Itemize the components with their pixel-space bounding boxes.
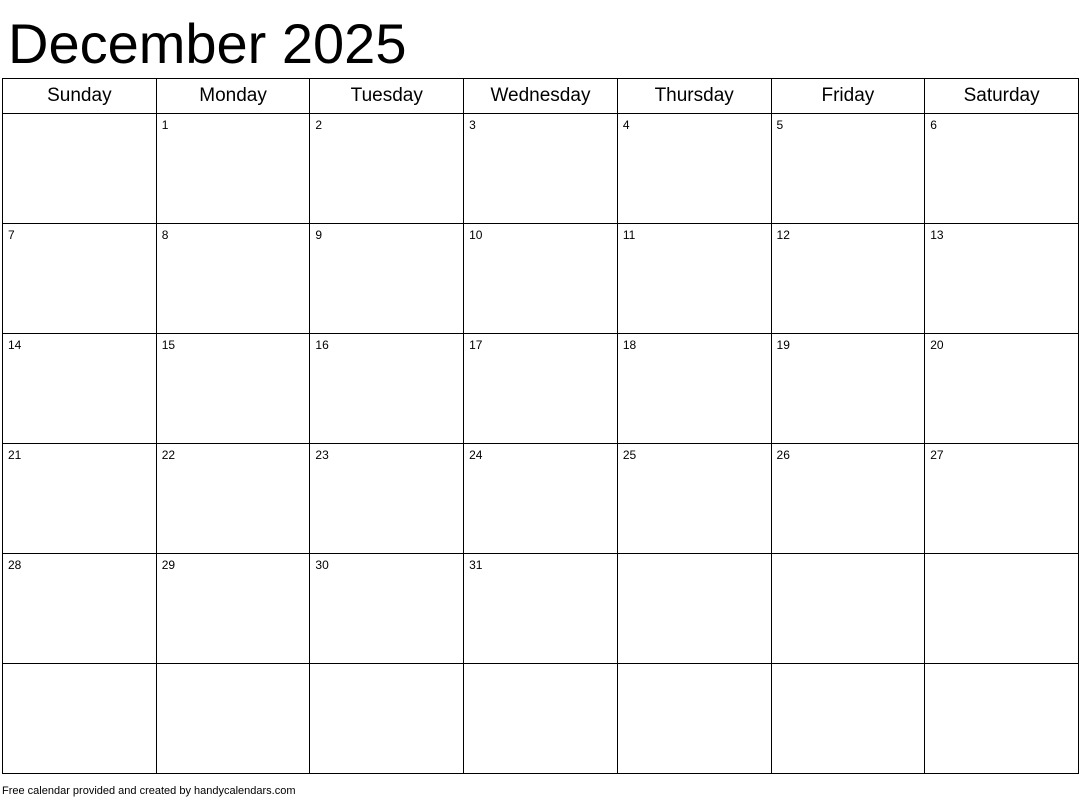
calendar-day-cell[interactable] bbox=[771, 334, 925, 444]
calendar-day-cell[interactable] bbox=[617, 224, 771, 334]
calendar-day-cell[interactable] bbox=[310, 664, 464, 774]
weekday-header-row bbox=[3, 79, 1079, 114]
day-number: 24 bbox=[469, 448, 483, 462]
calendar-week-row bbox=[3, 554, 1079, 664]
calendar-day-cell[interactable] bbox=[156, 114, 310, 224]
weekday-header-tuesday: Tuesday bbox=[310, 79, 464, 114]
day-number: 8 bbox=[161, 228, 169, 242]
calendar-day-cell[interactable] bbox=[3, 554, 157, 664]
day-number bbox=[925, 664, 1078, 669]
calendar-day-cell[interactable] bbox=[310, 114, 464, 224]
day-number: 28 bbox=[8, 558, 22, 572]
calendar-day-cell[interactable] bbox=[925, 224, 1079, 334]
day-number: 17 bbox=[469, 338, 483, 352]
calendar-week-row bbox=[3, 114, 1079, 224]
calendar-day-cell[interactable] bbox=[3, 334, 157, 444]
day-number: 29 bbox=[161, 558, 176, 572]
weekday-header-monday: Monday bbox=[156, 79, 310, 114]
calendar-day-cell[interactable] bbox=[3, 114, 157, 224]
day-number bbox=[464, 664, 617, 669]
day-number: 3 bbox=[469, 118, 476, 132]
calendar-week-row bbox=[3, 444, 1079, 554]
calendar-day-cell[interactable] bbox=[3, 444, 157, 554]
day-number: 21 bbox=[8, 448, 22, 462]
day-number: 16 bbox=[315, 338, 329, 352]
day-number: 18 bbox=[622, 338, 637, 352]
calendar-day-cell[interactable] bbox=[925, 444, 1079, 554]
calendar-day-cell[interactable] bbox=[771, 444, 925, 554]
weekday-header-friday: Friday bbox=[771, 79, 925, 114]
calendar-day-cell[interactable] bbox=[3, 664, 157, 774]
calendar-day-cell[interactable] bbox=[771, 664, 925, 774]
calendar-day-cell[interactable] bbox=[310, 554, 464, 664]
weekday-header-wednesday: Wednesday bbox=[464, 79, 618, 114]
day-number: 11 bbox=[622, 228, 636, 242]
calendar-day-cell[interactable] bbox=[771, 554, 925, 664]
calendar-week-row bbox=[3, 224, 1079, 334]
calendar-day-cell[interactable] bbox=[617, 554, 771, 664]
day-number: 25 bbox=[622, 448, 637, 462]
day-number: 30 bbox=[315, 558, 329, 572]
page-title bbox=[0, 0, 1082, 78]
day-number: 6 bbox=[930, 118, 937, 132]
footer-credit: Free calendar provided and created by handycalendars.com bbox=[2, 784, 296, 797]
calendar-day-cell[interactable] bbox=[925, 114, 1079, 224]
calendar-week-row bbox=[3, 664, 1079, 774]
calendar-day-cell[interactable] bbox=[464, 444, 618, 554]
calendar-day-cell[interactable] bbox=[310, 444, 464, 554]
day-number: 7 bbox=[8, 228, 15, 242]
day-number bbox=[157, 664, 310, 669]
calendar-day-cell[interactable] bbox=[310, 224, 464, 334]
calendar-day-cell[interactable] bbox=[156, 554, 310, 664]
day-number: 12 bbox=[776, 228, 790, 242]
calendar-day-cell[interactable] bbox=[464, 114, 618, 224]
calendar-day-cell[interactable] bbox=[156, 224, 310, 334]
day-number: 5 bbox=[776, 118, 784, 132]
day-number: 15 bbox=[161, 338, 176, 352]
calendar-day-cell[interactable] bbox=[925, 554, 1079, 664]
calendar-day-cell[interactable] bbox=[156, 664, 310, 774]
day-number: 4 bbox=[622, 118, 630, 132]
day-number bbox=[3, 664, 156, 669]
calendar-week-row bbox=[3, 334, 1079, 444]
calendar-grid bbox=[2, 78, 1079, 774]
calendar-day-cell[interactable] bbox=[925, 334, 1079, 444]
day-number: 22 bbox=[161, 448, 176, 462]
calendar-day-cell[interactable] bbox=[617, 114, 771, 224]
weekday-header-thursday: Thursday bbox=[617, 79, 771, 114]
day-number bbox=[618, 554, 771, 559]
calendar-day-cell[interactable] bbox=[617, 664, 771, 774]
day-number bbox=[772, 554, 925, 559]
calendar-day-cell[interactable] bbox=[464, 554, 618, 664]
day-number: 26 bbox=[776, 448, 790, 462]
calendar-day-cell[interactable] bbox=[156, 334, 310, 444]
day-number: 9 bbox=[315, 228, 323, 242]
calendar-day-cell[interactable] bbox=[464, 664, 618, 774]
weekday-header-saturday: Saturday bbox=[925, 79, 1079, 114]
calendar-day-cell[interactable] bbox=[617, 334, 771, 444]
calendar-year-label: 2025 bbox=[281, 12, 407, 75]
calendar-day-cell[interactable] bbox=[310, 334, 464, 444]
day-number: 13 bbox=[930, 228, 944, 242]
day-number bbox=[3, 114, 156, 119]
calendar-day-cell[interactable] bbox=[3, 224, 157, 334]
calendar-month-label: December bbox=[8, 12, 267, 75]
day-number: 27 bbox=[930, 448, 944, 462]
day-number bbox=[310, 664, 463, 669]
day-number: 2 bbox=[315, 118, 323, 132]
weekday-header-sunday: Sunday bbox=[3, 79, 157, 114]
calendar-day-cell[interactable] bbox=[464, 334, 618, 444]
day-number: 14 bbox=[8, 338, 22, 352]
day-number: 20 bbox=[930, 338, 944, 352]
calendar-day-cell[interactable] bbox=[771, 114, 925, 224]
calendar-day-cell[interactable] bbox=[464, 224, 618, 334]
day-number: 23 bbox=[315, 448, 329, 462]
calendar-day-cell[interactable] bbox=[617, 444, 771, 554]
calendar-day-cell[interactable] bbox=[925, 664, 1079, 774]
day-number: 1 bbox=[161, 118, 169, 132]
day-number: 19 bbox=[776, 338, 790, 352]
day-number bbox=[772, 664, 925, 669]
day-number bbox=[618, 664, 771, 669]
day-number bbox=[925, 554, 1078, 559]
calendar-day-cell[interactable] bbox=[156, 444, 310, 554]
day-number: 10 bbox=[469, 228, 483, 242]
calendar-day-cell[interactable] bbox=[771, 224, 925, 334]
day-number: 31 bbox=[469, 558, 483, 572]
